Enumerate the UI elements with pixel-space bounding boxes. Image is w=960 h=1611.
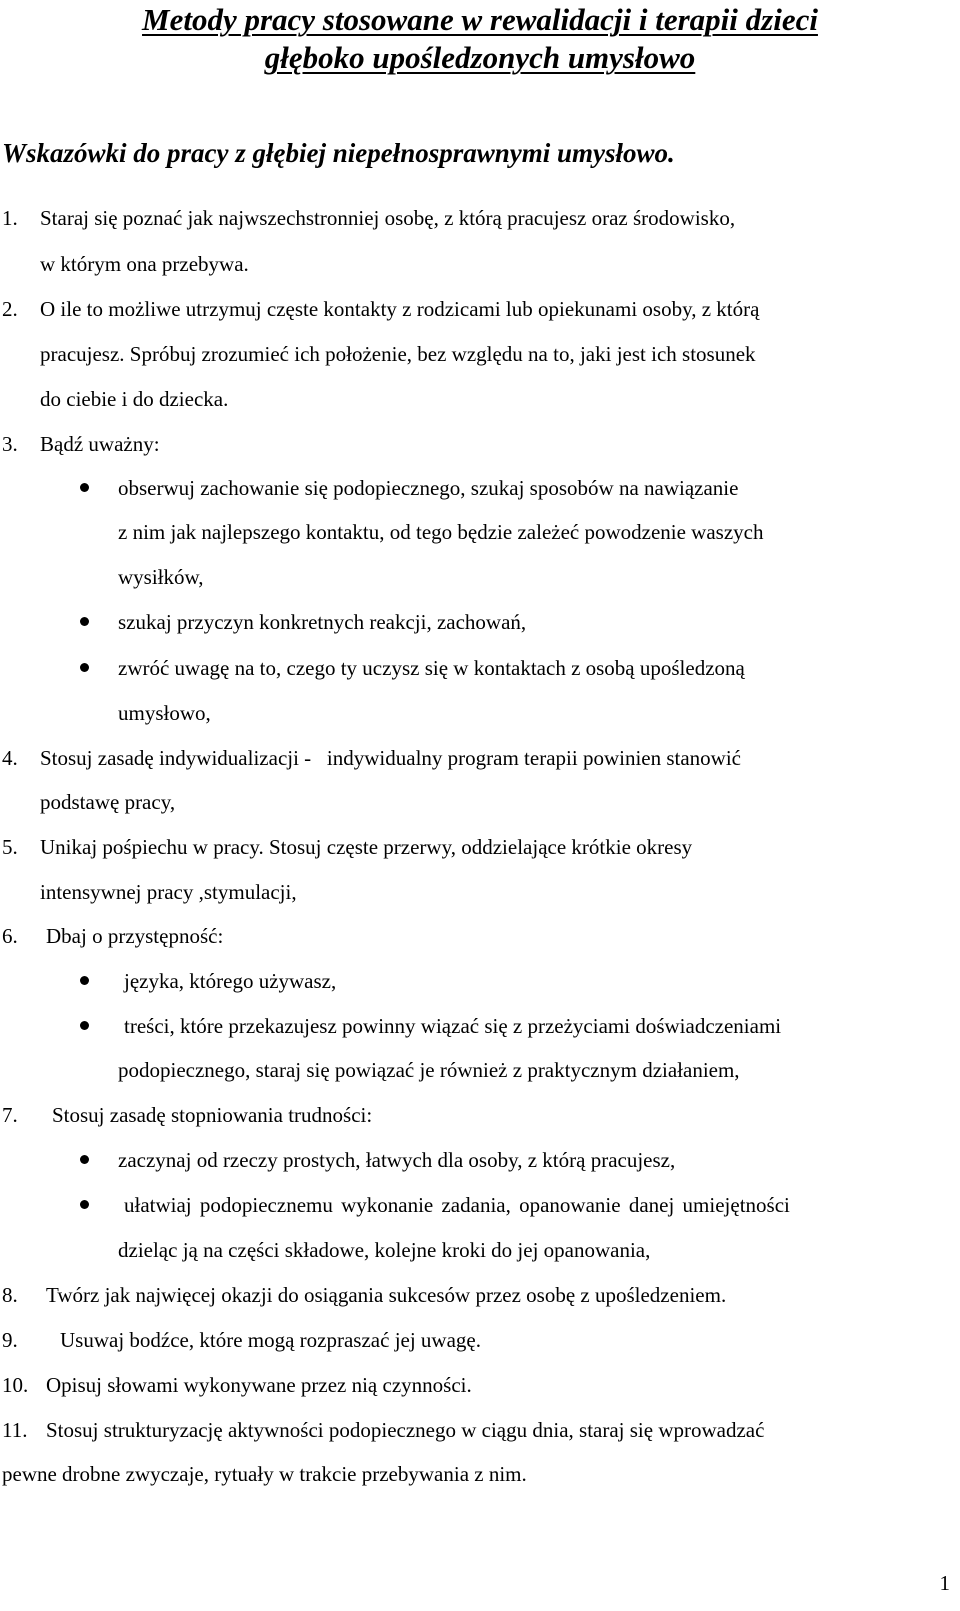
list-item-number: 4. [2,746,18,770]
list-item-text: do ciebie i do dziecka. [40,387,229,411]
bullet-icon [80,1200,89,1209]
list-item-text: Unikaj pośpiechu w pracy. Stosuj częste przerwy, oddzielające krótkie okresy [40,835,693,859]
list-item-number: 6. [2,924,18,948]
list-item-text: Opisuj słowami wykonywane przez nią czynności. [46,1373,472,1397]
list-item-text: pracujesz. Spróbuj zrozumieć ich położenie, bez względu na to, jaki jest ich stosunek [40,342,756,366]
list-item-number: 2. [2,297,18,321]
bullet-icon [80,976,89,985]
list-item-text: Twórz jak najwięcej okazji do osiągania sukcesów przez osobę z upośledzeniem. [46,1283,727,1307]
list-item-number: 5. [2,835,18,859]
bullet-text: języka, którego używasz, [124,969,337,993]
bullet-text: umysłowo, [118,701,211,725]
bullet-icon [80,1155,89,1164]
list-item-number: 7. [2,1103,18,1127]
bullet-text: obserwuj zachowanie się podopiecznego, szukaj sposobów na nawiązanie [118,476,739,500]
bullet-text: szukaj przyczyn konkretnych reakcji, zachowań, [118,610,527,634]
list-item-number: 9. [2,1328,18,1352]
list-item-number: 3. [2,432,18,456]
bullet-icon [80,1021,89,1030]
bullet-icon [80,663,89,672]
bullet-icon [80,483,89,492]
list-item-text: O ile to możliwe utrzymuj częste kontakty z rodzicami lub opiekunami osoby, z którą [40,297,760,321]
list-item-text: podstawę pracy, [40,790,176,814]
list-item-text: intensywnej pracy ,stymulacji, [40,880,297,904]
list-item-text: Stosuj strukturyzację aktywności podopiecznego w ciągu dnia, staraj się wprowadzać [46,1418,765,1442]
list-item-number: 8. [2,1283,18,1307]
list-item-text: Stosuj zasadę stopniowania trudności: [52,1103,373,1127]
list-item-text: Staraj się poznać jak najwszechstronniej osobę, z którą pracujesz oraz środowisko, [40,206,736,230]
list-item-number: 10. [2,1373,29,1397]
bullet-text: dzieląc ją na części składowe, kolejne kroki do jej opanowania, [118,1238,651,1262]
list-item-text: Stosuj zasadę indywidualizacji - indywidualny program terapii powinien stanowić [40,746,741,770]
bullet-text: podopiecznego, staraj się powiązać je również z praktycznym działaniem, [118,1058,740,1082]
page-number: 1 [939,1571,950,1595]
bullet-text: zaczynaj od rzeczy prostych, łatwych dla osoby, z którą pracujesz, [118,1148,676,1172]
list-item-text: Dbaj o przystępność: [46,924,224,948]
bullet-icon [80,617,89,626]
list-item-number: 11. [2,1418,28,1442]
list-item-text: pewne drobne zwyczaje, rytuały w trakcie przebywania z nim. [2,1462,527,1486]
bullet-text: zwróć uwagę na to, czego ty uczysz się w kontaktach z osobą upośledzoną [118,656,745,680]
bullet-text: wysiłków, [118,565,204,589]
bullet-text: z nim jak najlepszego kontaktu, od tego będzie zależeć powodzenie waszych [118,520,764,544]
document-title-line2: głęboko upośledzonych umysłowo [264,40,696,75]
document-subtitle: Wskazówki do pracy z głębiej niepełnosprawnymi umysłowo. [2,138,675,168]
list-item-text: w którym ona przebywa. [40,252,249,276]
list-item-text: Usuwaj bodźce, które mogą rozpraszać jej uwagę. [60,1328,481,1352]
list-item-number: 1. [2,206,18,230]
bullet-text: treści, które przekazujesz powinny wiązać się z przeżyciami doświadczeniami [124,1014,782,1038]
document-title-line1: Metody pracy stosowane w rewalidacji i terapii dzieci [142,2,818,37]
bullet-text: ułatwiaj podopiecznemu wykonanie zadania, opanowanie danej umiejętności [124,1193,790,1217]
list-item-text: Bądź uważny: [40,432,160,456]
